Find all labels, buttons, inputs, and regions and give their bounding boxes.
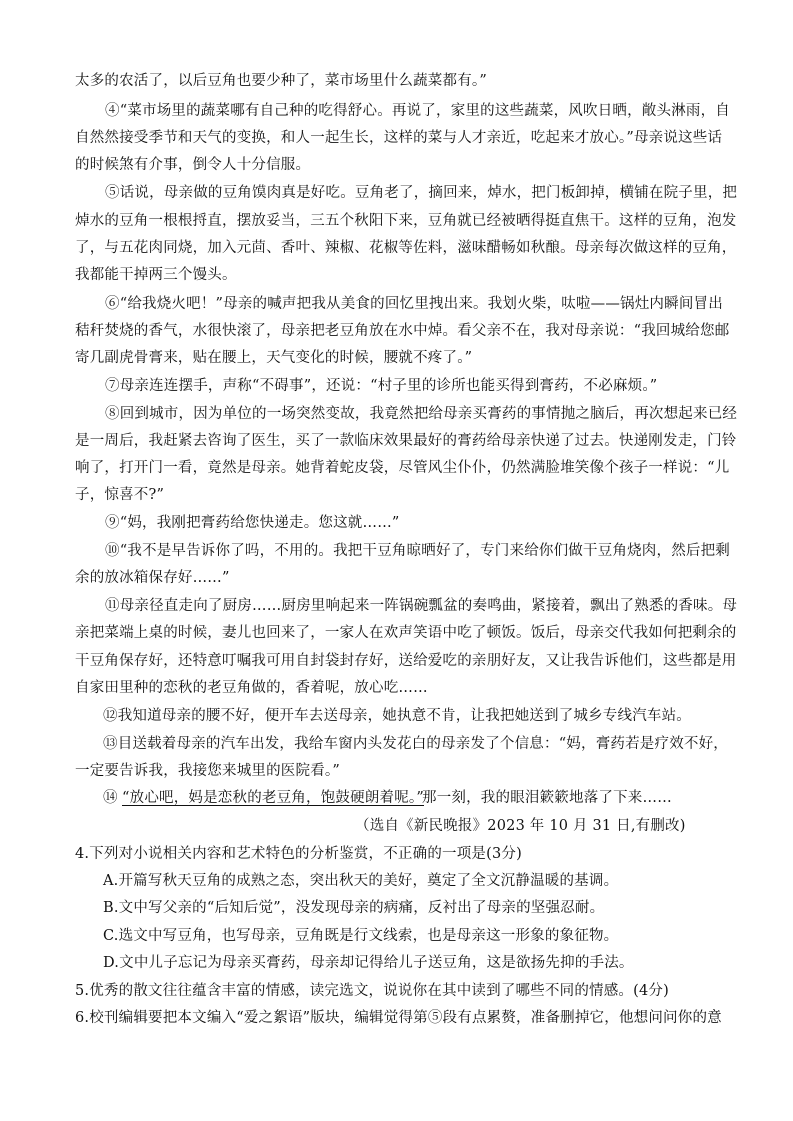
option-d: D.文中儿子忘记为母亲买膏药，母亲却记得给儿子送豆角，这是欲扬先抑的手法。 [103, 955, 634, 971]
underlined-quote: “放心吧，妈是恋秋的老豆角，饱鼓硬朗着呢。” [122, 790, 424, 806]
source-citation: （选自《新民晚报》2023 年 10 月 31 日,有删改) [355, 818, 686, 834]
paragraph-12-line: ⑫我知道母亲的腰不好，便开车去送母亲，她执意不肯，让我把她送到了城乡专线汽车站。 [103, 708, 691, 724]
paragraph-9-line: ⑨“妈，我刚把膏药给您快递走。您这就……” [105, 515, 400, 531]
paragraph-line: 的时候煞有介事，倒令人十分信服。 [75, 157, 311, 173]
paragraph-line: 响了，打开门一看，竟然是母亲。她背着蛇皮袋，尽管风尘仆仆，仍然满脸堆笑像个孩子一样说：“儿 [75, 460, 730, 476]
paragraph-line: 自然然接受季节和天气的变换，和人一起生长，这样的菜与人才亲近，吃起来才放心。”母亲说这些话 [75, 130, 723, 146]
paragraph-line: 太多的农活了，以后豆角也要少种了，菜市场里什么蔬菜都有。” [75, 73, 487, 89]
paragraph-4-line: ④“菜市场里的蔬菜哪有自己种的吃得舒心。再说了，家里的这些蔬菜，风吹日晒，敞头淋雨，自 [105, 103, 731, 119]
paragraph-line: 焯水的豆角一根根捋直，摆放妥当，三五个秋阳下来，豆角就已经被晒得挺直焦干。这样的豆角，泡发 [75, 213, 737, 229]
paragraph-line: 自家田里种的恋秋的老豆角做的，香着呢，放心吃…… [75, 680, 428, 696]
paragraph-5-line: ⑤话说，母亲做的豆角馍肉真是好吃。豆角老了，摘回来，焯水，把门板卸掉，横铺在院子里，把 [105, 185, 738, 201]
paragraph-line: 秸秆焚烧的香气，水很快滚了，母亲把老豆角放在水中焯。看父亲不在，我对母亲说：“我回城给您邮 [75, 323, 730, 339]
question-5: 5.优秀的散文往往蕴含丰富的情感，读完选文，说说你在其中读到了哪些不同的情感。(4分) [75, 983, 669, 999]
paragraph-6-line: ⑥“给我烧火吧！”母亲的喊声把我从美食的回忆里拽出来。我划火柴，呔啦——锅灶内瞬间冒出 [105, 296, 723, 312]
paragraph-8-line: ⑧回到城市，因为单位的一场突然变故，我竟然把给母亲买膏药的事情抛之脑后，再次想起来已经 [105, 406, 738, 422]
option-c: C.选文中写豆角，也写母亲，豆角既是行文线索，也是母亲这一形象的象征物。 [103, 928, 619, 944]
paragraph-11-line: ⑪母亲径直走向了厨房……厨房里响起来一阵锅碗瓢盆的奏鸣曲，紧接着，飘出了熟悉的香味。母 [105, 598, 738, 614]
paragraph-line: 那一刻，我的眼泪簌簌地落了下来…… [422, 790, 672, 806]
paragraph-13-line: ⑬目送载着母亲的汽车出发，我给车窗内头发花白的母亲发了个信息：“妈，膏药若是疗效不好， [103, 736, 729, 752]
paragraph-line: 子，惊喜不?” [75, 487, 165, 503]
paragraph-line: 一定要告诉我，我接您来城里的医院看。” [75, 763, 340, 779]
question-4: 4.下列对小说相关内容和艺术特色的分析鉴赏，不正确的一项是(3分) [75, 846, 522, 862]
paragraph-10-line: ⑩“我不是早告诉你了吗，不用的。我把干豆角晾晒好了，专门来给你们做干豆角烧肉，然后把剩 [105, 543, 731, 559]
paragraph-line: 干豆角保存好，还特意叮嘱我可用自封袋封存好，送给爱吃的亲朋好友，又让我告诉他们，这些都是用 [75, 653, 737, 669]
paragraph-line: 寄几副虎骨膏来，贴在腰上，天气变化的时候，腰就不疼了。” [75, 350, 473, 366]
option-a: A.开篇写秋天豆角的成熟之态，突出秋天的美好，奠定了全文沉静温暖的基调。 [103, 873, 619, 889]
paragraph-line: 我都能干掉两三个馒头。 [75, 267, 237, 283]
paragraph-14-number: ⑭ [103, 790, 118, 806]
paragraph-line: 余的放冰箱保存好……” [75, 570, 230, 586]
option-b: B.文中写父亲的“后知后觉”，没发现母亲的病痛，反衬出了母亲的坚强忍耐。 [103, 900, 605, 916]
paragraph-line: 亲把菜端上桌的时候，妻儿也回来了，一家人在欢声笑语中吃了顿饭。饭后，母亲交代我如何把剩余的 [75, 625, 737, 641]
paragraph-line: 了，与五花肉同烧，加入元茴、香叶、辣椒、花椒等佐料，滋味醋畅如秋酿。母亲每次做这样的豆角， [75, 240, 737, 256]
paragraph-7-line: ⑦母亲连连摆手，声称“不碍事”，还说：“村子里的诊所也能买得到膏药，不必麻烦。” [105, 378, 658, 394]
question-6: 6.校刊编辑要把本文编入“爱之絮语”版块，编辑觉得第⑤段有点累赘，准备删掉它，他想问问你的意 [75, 1010, 722, 1026]
paragraph-line: 是一周后，我赶紧去咨询了医生，买了一款临床效果最好的膏药给母亲快递了过去。快递刚发走，门铃 [75, 433, 737, 449]
